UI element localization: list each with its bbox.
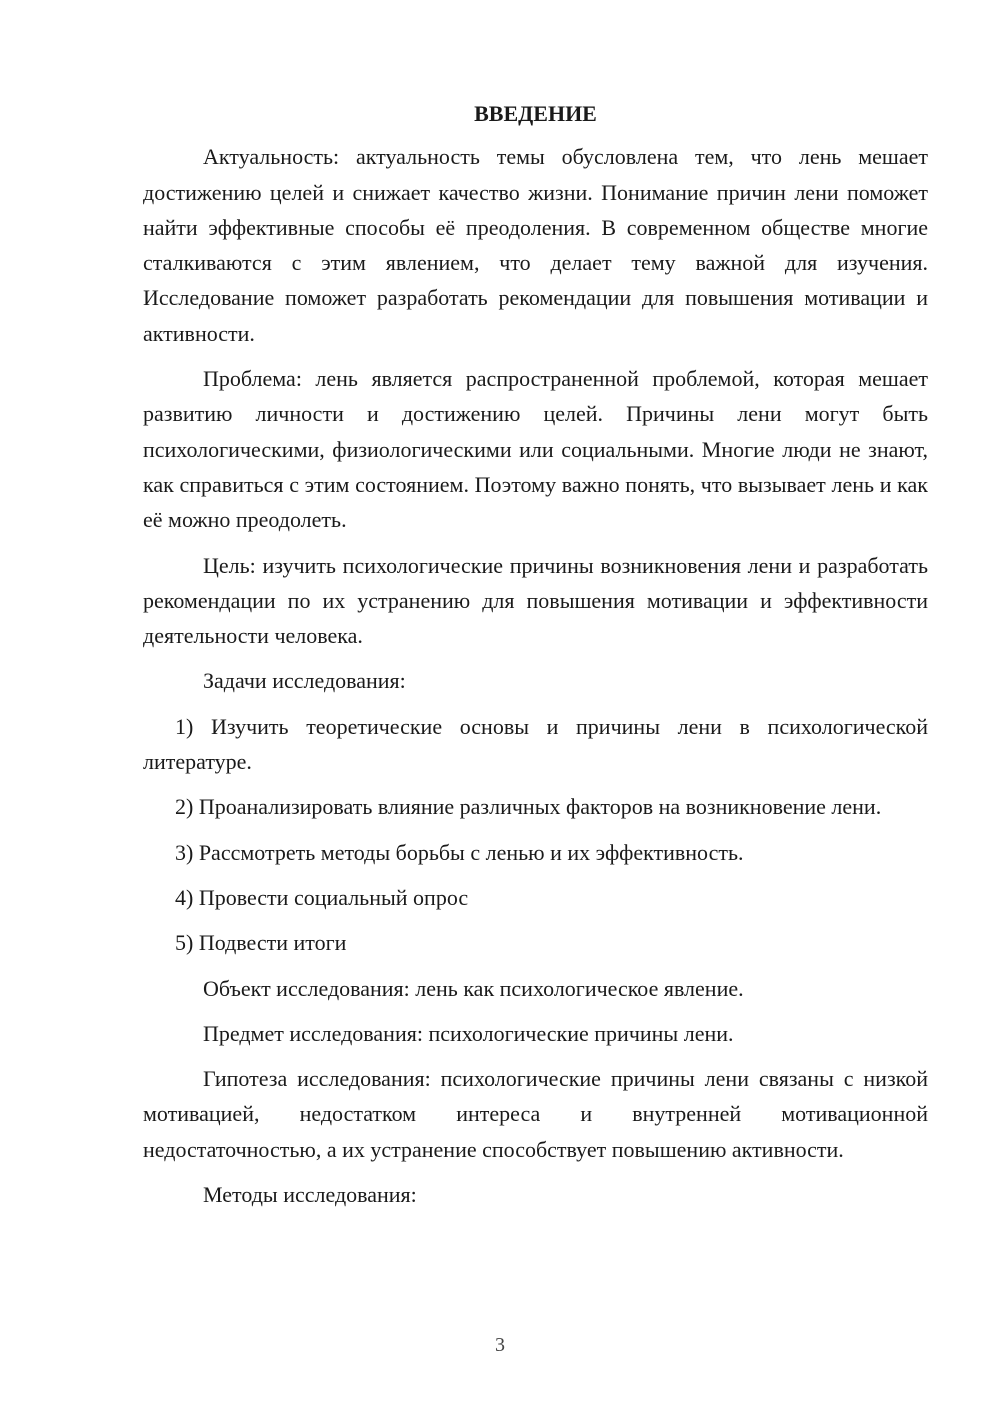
task-item: 4) Провести социальный опрос [175,884,469,910]
methods-heading: Методы исследования: [203,1182,417,1208]
page-number: 3 [495,1334,505,1356]
goal-paragraph: Цель: изучить психологические причины возникновения лени и разработать рекомендации по их устранению для повышения мотивации и эффективности деятельности человека. [143,552,928,649]
hypothesis-paragraph: Гипотеза исследования: психологические причины лени связаны с низкой мотивацией, недостатком интереса и внутренней мотивационной недостаточностью, а их устранение способствует повышению активности. [143,1066,928,1162]
document-page [143,96,928,1222]
relevance-paragraph: Актуальность: актуальность темы обусловлена тем, что лень мешает достижению целей и снижает качество жизни. Понимание причин лени поможет найти эффективные способы её преодоления. В современном обществе многие сталкиваются с этим явлением, что делает тему важной для изучения. Исследование поможет разработать рекомендации для повышения мотивации и активности. [143,144,928,346]
tasks-heading: Задачи исследования: [203,668,406,694]
section-heading: ВВЕДЕНИЕ [474,101,597,126]
problem-paragraph: Проблема: лень является распространенной проблемой, которая мешает развитию личности и достижению целей. Причины лени могут быть психологическими, физиологическими или социальными. Многие люди не знают, как справиться с этим состоянием. Поэтому важно понять, что вызывает лень и как её можно преодолеть. [143,366,928,533]
task-item: 5) Подвести итоги [175,930,347,956]
task-item: 1) Изучить теоретические основы и причины лени в психологической литературе. [143,713,928,775]
object-paragraph: Объект исследования: лень как психологическое явление. [203,975,744,1001]
task-item: 3) Рассмотреть методы борьбы с ленью и их эффективность. [175,839,744,865]
task-item: 2) Проанализировать влияние различных факторов на возникновение лени. [175,794,882,820]
subject-paragraph: Предмет исследования: психологические причины лени. [203,1020,734,1046]
